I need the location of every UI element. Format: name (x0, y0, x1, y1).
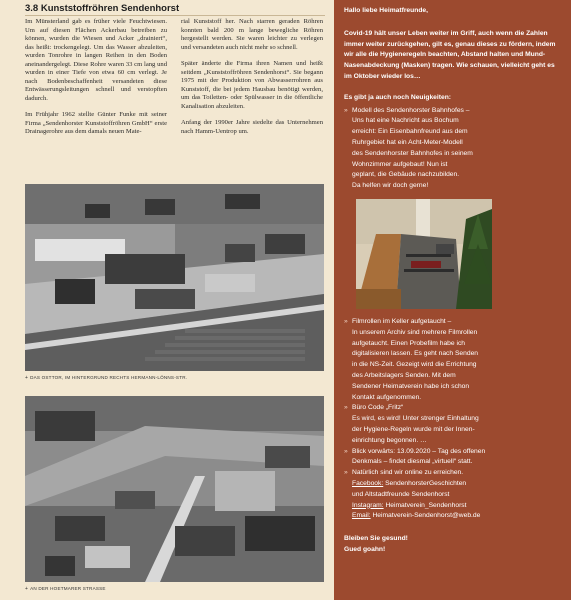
title-rule (25, 15, 325, 16)
news-line: Büro Code „Fritz“ (352, 404, 404, 412)
caption-text: AN DER HOETMARER STRASSE (30, 586, 106, 591)
news-item (344, 468, 562, 479)
contact-value: Heimatverein-Sendenhorst@web.de (370, 512, 481, 520)
news-item (344, 447, 562, 469)
news-line: des Sendenhorster Bahnhofes in seinem (352, 149, 473, 157)
contact-value: SendenhorsterGeschichten (383, 479, 467, 487)
closing-line: Gued goahn! (344, 545, 386, 553)
news-line: Kontakt aufgenommen. (352, 393, 422, 401)
news-line: digitalisieren lassen. Es geht nach Senden (352, 350, 479, 358)
paragraph: Später änderte die Firma ihren Namen und heißt seitdem „Kunststoffröhren Sendenhorst“. Sie begann 1975 mit der Produktion von Abwasserrohren aus Kunststoff, die bei jedem Hausbau benötigt werden, um das Toiletten- oder Spülwasser in die öffentliche Kanalisation abzuleiten. (181, 60, 323, 110)
closing-lines (344, 534, 562, 556)
news-line: Sendener Heimatverein habe ich schon (352, 382, 470, 390)
aerial-photo-hoetmarer-strasse (25, 396, 324, 582)
news-line: erreicht: Ein Eisenbahnfreund aus dem (352, 128, 468, 136)
closing-line: Bleiben Sie gesund! (344, 535, 408, 543)
news-item (344, 403, 562, 446)
photo-caption (25, 375, 187, 381)
news-line: Es wird, es wird! Unter strenger Einhaltung (352, 415, 479, 423)
news-line: Da helfen wir doch gerne! (352, 182, 429, 190)
article-column-2 (181, 18, 323, 144)
news-heading: Es gibt ja auch noch Neuigkeiten: (344, 93, 452, 101)
contact-label[interactable]: Email: (352, 512, 371, 520)
contact-row (352, 501, 562, 512)
bullet-icon: » (344, 106, 348, 114)
contact-row (352, 479, 562, 490)
paragraph: rial Kunststoff her. Nach starren geraden Röhren konnten bald 200 m lange bewegliche Röhren hergestellt werden. Sie waren leichter zu verlegen und versandeten auch nicht mehr so schnell. (181, 18, 323, 51)
news-item (344, 317, 562, 403)
caption-marker: + (25, 375, 29, 381)
news-list-top (344, 106, 562, 192)
news-list-more (344, 317, 562, 479)
news-line: Ruhrgebiet hat ein Acht-Meter-Modell (352, 138, 463, 146)
paragraph: Im Frühjahr 1962 stellte Günter Funke mit seiner Firma „Sendenhorster Kunststoffröhren GmbH“ erste Drainagerohre aus dem damals neuen Mate- (25, 111, 167, 135)
contact-label[interactable]: Facebook: (352, 479, 384, 487)
contact-row (352, 490, 562, 501)
sidebar-greeting: Hallo liebe Heimatfreunde, (344, 7, 428, 14)
news-line: geplant, die Gebäude nachzubilden. (352, 171, 460, 179)
news-line: der Hygiene-Regeln wurde mit der Innen- (352, 425, 475, 433)
paragraph: Anfang der 1990er Jahre siedelte das Unternehmen nach Hamm-Uentrop um. (181, 119, 323, 135)
bullet-icon: » (344, 469, 348, 477)
article-column-1 (25, 18, 167, 145)
contact-block (344, 479, 562, 522)
news-line: in die NS-Zeit. Gezeigt wird die Errichtung (352, 361, 477, 369)
news-line: einrichtung begonnen. … (352, 436, 427, 444)
news-line: des Arbeitslagers Senden. Mit dem (352, 371, 456, 379)
news-line: Filmrollen im Keller aufgetaucht – (352, 317, 452, 325)
model-railway-photo (356, 199, 492, 309)
aerial-photo-osttor (25, 184, 324, 371)
news-line: Wohnzimmer aufgebaut! Nun ist (352, 160, 448, 168)
section-title: 3.8 Kunststoffröhren Sendenhorst (25, 3, 180, 14)
contact-label[interactable]: Instagram: (352, 501, 384, 509)
caption-marker: + (25, 586, 29, 592)
bullet-icon: » (344, 447, 348, 455)
news-line: Denkmals – findet diesmal „virtuell“ statt. (352, 458, 473, 466)
bullet-icon: » (344, 404, 348, 412)
news-line: In unserem Archiv sind mehrere Filmrollen (352, 328, 478, 336)
paragraph: Im Münsterland gab es früher viele Feuchtwiesen. Um auf diesen Flächen Ackerbau betreiben zu können, wurden die Wiesen und Acker „drainiert“, das heißt: trockengelegt. Um das Wasser abzuleiten, wurden Tonrohre in langen Reihen in den Boden aneinandergelegt. Diese Rohre waren 33 cm lang und wurden in einer Tiefe von etwa 60 cm verlegt. Je nach Bodenbeschaffenheit versandeten diese Entwässerungsleitungen schnell und verstopften dadurch. (25, 18, 167, 102)
bullet-icon: » (344, 317, 348, 325)
news-item (344, 106, 562, 192)
contact-value: Heimatverein_Sendenhorst (383, 501, 467, 509)
news-sidebar (334, 0, 571, 600)
contact-value: und Altstadtfreunde Sendenhorst (352, 490, 450, 498)
photo-caption (25, 586, 106, 592)
sidebar-intro: Covid-19 hält unser Leben weiter im Griff, auch wenn die Zahlen immer weiter zurückgehen, gilt es, genau dieses zu fördern, indem wir alle die Hygieneregeln beachten, Abstand halten und Mund-Nasenabdeckung (Masken) tragen. Wie schauen, vielleicht geht es im Oktober wieder los… (344, 29, 556, 80)
news-line: aufgetaucht. Einen Probefilm habe ich (352, 339, 466, 347)
news-line: Uns hat eine Nachricht aus Bochum (352, 117, 459, 125)
contact-row (352, 511, 562, 522)
news-line: Blick vorwärts: 13.09.2020 – Tag des offenen (352, 447, 486, 455)
news-line: Modell des Sendenhorster Bahnhofes – (352, 106, 470, 114)
news-line: Natürlich sind wir online zu erreichen. (352, 469, 464, 477)
caption-text: DAS OSTTOR, IM HINTERGRUND RECHTS HERMANN-LÖNNS-STR. (30, 375, 188, 380)
